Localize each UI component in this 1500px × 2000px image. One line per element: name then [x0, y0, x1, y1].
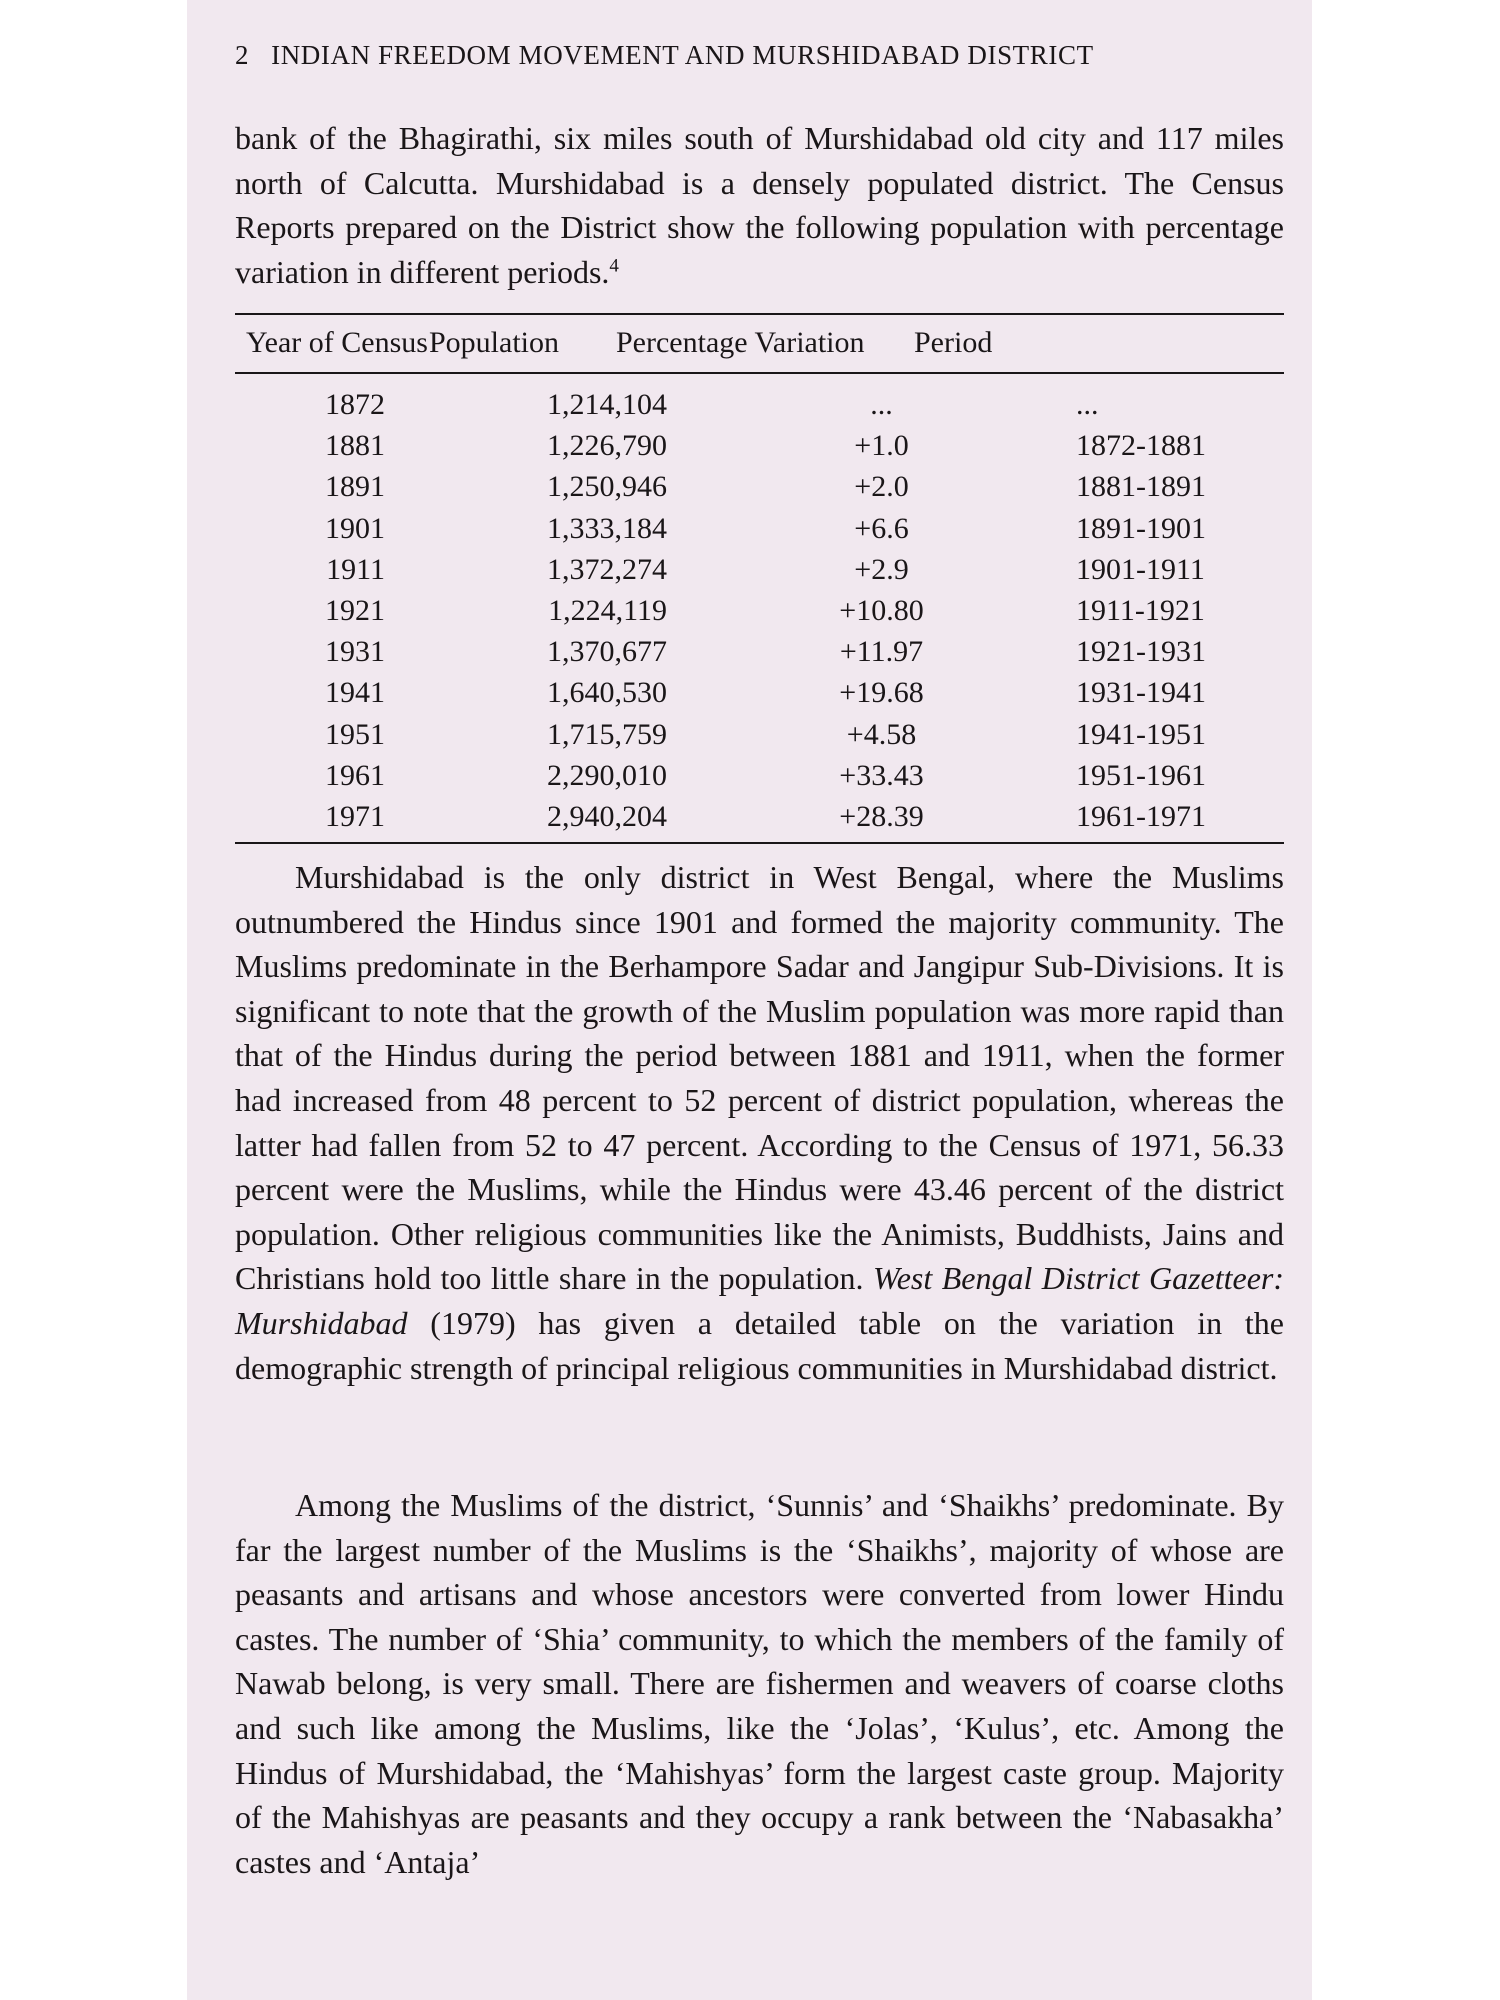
census-year: 1872 — [325, 388, 385, 421]
period-value: 1961-1971 — [1076, 800, 1206, 834]
variation-value: +33.43 — [839, 758, 924, 792]
page-number: 2 — [235, 40, 250, 70]
variation-value: +28.39 — [839, 800, 924, 834]
paragraph-religion — [235, 855, 1284, 1390]
population-value: 1,226,790 — [547, 429, 667, 463]
column-spacer — [667, 508, 799, 549]
column-spacer — [385, 714, 512, 755]
column-spacer — [667, 466, 799, 507]
census-year: 1941 — [325, 676, 385, 710]
census-year: 1891 — [325, 470, 385, 504]
column-spacer — [667, 425, 799, 466]
column-spacer — [385, 384, 512, 425]
variation-value: +2.0 — [854, 470, 909, 504]
population-value: 1,224,119 — [548, 594, 667, 628]
column-spacer — [667, 672, 799, 713]
column-spacer — [964, 384, 1076, 425]
running-title: INDIAN FREEDOM MOVEMENT AND MURSHIDABAD DISTRICT — [271, 40, 1094, 70]
period-value: 1911-1921 — [1076, 594, 1205, 628]
variation-value: +11.97 — [839, 635, 924, 669]
census-year: 1911 — [326, 552, 385, 586]
paragraph-2-text: Murshidabad is the only district in West Bengal, where the Muslims outnumbered the Hindus since 1901 and formed the majority community. The Muslims predominate in the Berhampore Sadar and Jangipur Sub-Divisions. It is significant to note that the growth of the Muslim population was more rapid than that of the Hindus during the period between 1881 and 1911, when the former had increased from 48 percent to 52 percent of district population, whereas the latter had fallen from 52 to 47 percent. According to the Census of 1971, 56.33 percent were the Muslims, while the Hindus were 43.46 percent of the district population. Other religious communities like the Animists, Buddhists, Jains and Christians hold too little share in the population. — [235, 859, 1284, 1297]
population-value: 1,715,759 — [547, 717, 667, 751]
table-row — [235, 755, 1284, 796]
variation-value: +10.80 — [839, 594, 924, 628]
column-spacer — [667, 384, 799, 425]
variation-value: +1.0 — [854, 429, 909, 463]
column-spacer — [385, 549, 512, 590]
header-population: Population — [429, 326, 560, 359]
intro-paragraph — [235, 116, 1284, 294]
population-value: 2,290,010 — [547, 758, 667, 792]
column-spacer — [964, 425, 1076, 466]
column-spacer — [667, 755, 799, 796]
column-spacer — [385, 590, 512, 631]
variation-value: +19.68 — [839, 676, 924, 710]
table-row — [235, 384, 1284, 425]
population-value: 1,333,184 — [547, 511, 667, 545]
gazetteer-title: West Bengal District Gazetteer: Murshidabad — [235, 1260, 1285, 1341]
variation-value: +2.9 — [854, 552, 909, 586]
population-value: 1,372,274 — [547, 552, 667, 586]
variation-value: +4.58 — [846, 717, 917, 751]
period-value: 1921-1931 — [1076, 635, 1206, 669]
population-value: 1,250,946 — [547, 470, 667, 504]
table-header-rule — [235, 372, 1284, 374]
column-spacer — [964, 796, 1076, 837]
table-bottom-rule — [235, 842, 1284, 844]
intro-text: bank of the Bhagirathi, six miles south of Murshidabad old city and 117 miles north of Calcutta. Murshidabad is a densely populated district. The Census Reports prepared on the District show the following population with percentage variation in different periods. — [235, 120, 1284, 290]
column-spacer — [385, 755, 512, 796]
column-spacer — [964, 631, 1076, 672]
census-year: 1901 — [325, 511, 385, 545]
table-row — [235, 796, 1284, 837]
period-value: 1931-1941 — [1076, 676, 1206, 710]
variation-value: +6.6 — [854, 511, 909, 545]
table-row — [235, 425, 1284, 466]
period-value: ... — [1076, 388, 1099, 421]
period-value: 1872-1881 — [1076, 429, 1206, 463]
table-row — [235, 508, 1284, 549]
period-value: 1901-1911 — [1076, 552, 1205, 586]
paragraph-2-tail: (1979) has given a detailed table on the variation in the demographic strength of principal religious communities in Murshidabad district. — [235, 1304, 1285, 1386]
paragraph-3-text: Among the Muslims of the district, ‘Sunnis’ and ‘Shaikhs’ predominate. By far the largest number of the Muslims is the ‘Shaikhs’, majority of whose are peasants and artisans and whose ancestors were converted from lower Hindu castes. The number of ‘Shia’ community, to which the members of the family of Nawab belong, is very small. There are fishermen and weavers of coarse cloths and such like among the Muslims, like the ‘Jolas’, ‘Kulus’, etc. Among the Hindus of Murshidabad, the ‘Mahishyas’ form the largest caste group. Majority of the Mahishyas are peasants and they occupy a rank between the ‘Nabasakha’ castes and ‘Antaja’ — [235, 1487, 1284, 1880]
census-year: 1951 — [325, 717, 385, 751]
census-year: 1971 — [325, 800, 385, 834]
table-row — [235, 631, 1284, 672]
variation-value: ... — [870, 388, 893, 421]
book-page — [187, 0, 1312, 2000]
column-spacer — [964, 466, 1076, 507]
census-year: 1931 — [325, 635, 385, 669]
column-spacer — [385, 631, 512, 672]
column-spacer — [667, 549, 799, 590]
footnote-ref: 4 — [609, 255, 619, 277]
column-spacer — [964, 590, 1076, 631]
column-spacer — [964, 672, 1076, 713]
population-value: 1,370,677 — [547, 635, 667, 669]
header-year: Year of Census — [246, 326, 428, 359]
header-period: Period — [914, 326, 993, 359]
column-spacer — [964, 755, 1076, 796]
table-row — [235, 672, 1284, 713]
column-spacer — [385, 425, 512, 466]
column-spacer — [385, 508, 512, 549]
column-spacer — [667, 714, 799, 755]
table-row — [235, 590, 1284, 631]
column-spacer — [964, 714, 1076, 755]
header-variation: Percentage Variation — [616, 326, 865, 359]
column-spacer — [667, 590, 799, 631]
period-value: 1941-1951 — [1076, 717, 1206, 751]
column-spacer — [385, 796, 512, 837]
table-row — [235, 549, 1284, 590]
period-value: 1881-1891 — [1076, 470, 1206, 504]
population-value: 1,640,530 — [547, 676, 667, 710]
census-table — [235, 384, 1284, 837]
column-spacer — [667, 796, 799, 837]
running-header — [235, 40, 1094, 71]
census-year: 1961 — [325, 758, 385, 792]
column-spacer — [667, 631, 799, 672]
table-row — [235, 714, 1284, 755]
column-spacer — [964, 549, 1076, 590]
table-top-rule — [235, 313, 1284, 315]
census-year: 1921 — [325, 594, 385, 628]
census-year: 1881 — [325, 429, 385, 463]
column-spacer — [385, 672, 512, 713]
period-value: 1951-1961 — [1076, 758, 1206, 792]
column-spacer — [964, 508, 1076, 549]
column-spacer — [385, 466, 512, 507]
paragraph-castes — [235, 1483, 1284, 1884]
period-value: 1891-1901 — [1076, 511, 1206, 545]
population-value: 1,214,104 — [547, 388, 667, 421]
table-row — [235, 466, 1284, 507]
population-value: 2,940,204 — [547, 800, 667, 834]
